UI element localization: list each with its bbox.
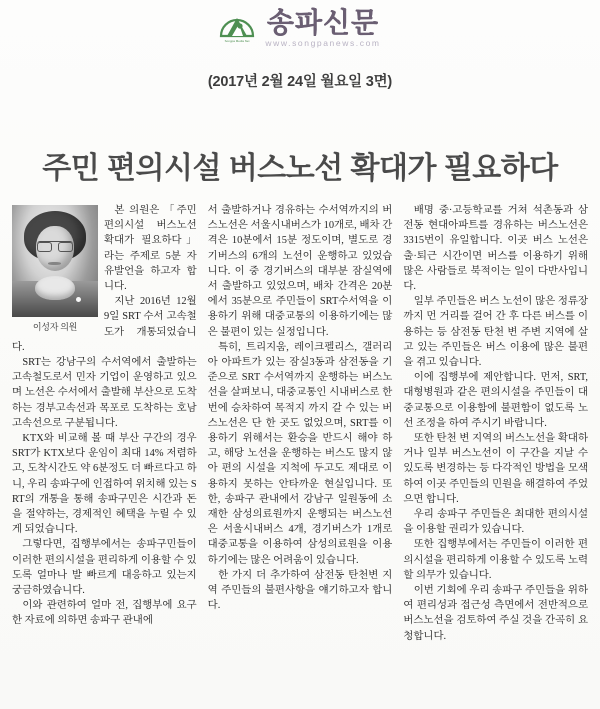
headline: 주민 편의시설 버스노선 확대가 필요하다: [42, 152, 558, 185]
paragraph: 일부 주민들은 버스 노선이 많은 정류장까지 먼 거리를 걸어 간 후 다른 버스를 이용하는 등 삼전동 탄천 변 주변 지역에 살고 있는 주민들은 버스 이용에 많은 불편을 겪고 있습니다.: [403, 296, 589, 369]
masthead-url: www.songpanews.com: [265, 37, 381, 48]
photo-caption: 이성자 의원: [32, 322, 78, 332]
paragraph: 그렇다면, 집행부에서는 송파구민들이 이러한 편의시설을 편리하게 이용할 수 있도록 얼마나 발 빠르게 대응하고 있는지 궁금하였습니다.: [12, 539, 197, 597]
dateline: (2017년 2월 24일 월요일 3면): [207, 74, 393, 90]
portrait-photo: [12, 205, 98, 317]
article-column-3: [403, 203, 588, 703]
paragraph: 서 출발하거나 경유하는 수서역까지의 버스노선은 서울시내버스가 10개로, 배차 간격은 10분에서 15분 정도이며, 별도로 경기버스의 6개의 노선이 운행하고 있었습니다. 이 중 경기버스의 대부분 잠실역에서 출발하고 있었으며, 배차 간격은 20분에서 35분으로 주민들이 SRT수서역을 이용하기 위해 대중교통의 이용하기에는 많은 불편이 있는 실정입니다.: [207, 205, 393, 338]
svg-text:Songpa Media Net: Songpa Media Net: [224, 39, 250, 43]
songpa-mountain-logo-icon: [219, 12, 255, 44]
paragraph: 또한 집행부에서는 주민들이 이러한 편의시설을 편리하게 이용할 수 있도록 노력할 의무가 있습니다.: [403, 539, 589, 581]
paragraph: 특히, 트리지움, 레이크펠리스, 갤러리아 아파트가 있는 잠실3동과 삼전동을 기준으로 SRT 수서역까지 운행하는 버스노선을 살펴보니, 대중교통인 시내버스로 한 번에 승차하여 목적지 까지 갈 수 있는 버스노선은 단 한 곳도 없었으며, SRT를 이용하기 위해서는 환승을 반드시 해야 하고, 해당 노선을 운행하는 버스도 많지 않아 편의 시설을 지척에 두고도 제대로 이용하지 못하는 안타까운 현실입니다. 또한, 송파구 관내에서 강남구 일원동에 소재한 삼성의료원까지 운행되는 버스노선은 서울시내버스 4개, 경기버스가 1개로 대중교통을 이용하여 삼성의료원을 이용하기에는 많은 어려움이 있습니다.: [207, 341, 393, 566]
paragraph: 이번 기회에 우리 송파구 주민들을 위하여 편리성과 접근성 측면에서 전반적으로 버스노선을 검토하여 주실 것을 간곡히 요청합니다.: [403, 585, 589, 642]
masthead-text: [265, 6, 381, 48]
masthead: [0, 0, 600, 52]
paragraph: 또한 탄천 변 지역의 버스노선을 확대하거나 일부 버스노선이 이 구간을 지날 수 있도록 변경하는 등 다각적인 방법을 모색하여 이곳 주민들의 민원을 해결하여 주었으면 합니다.: [403, 433, 589, 505]
photo-block: [12, 205, 98, 335]
paragraph: KTX와 비교해 볼 때 부산 구간의 경우 SRT가 KTX보다 운임이 최대 14% 저렴하고, 도착시간도 약 6분정도 더 빠르다고 하니, 우리 송파구에 인접하여 위치해 있는 SRT의 개통을 통해 송파구민은 시간과 돈을 절약하는, 경제적인 혜택을 누릴 수 있게 되었습니다.: [12, 433, 197, 536]
paragraph: 우리 송파구 주민들은 최대한 편의시설을 이용할 권리가 있습니다.: [403, 509, 589, 536]
article-column-2: [208, 203, 393, 703]
paragraph: 이와 관련하여 얼마 전, 집행부에 요구한 자료에 의하면 송파구 관내에: [12, 600, 197, 627]
paragraph: 이에 집행부에 제안합니다. 먼저, SRT, 대형병원과 같은 편의시설을 주민들이 대중교통으로 이용함에 불편함이 없도록 노선 조정을 하여 주시기 바랍니다.: [403, 372, 589, 429]
paragraph: SRT는 강남구의 수서역에서 출발하는 고속철도로서 민자 기업이 운영하고 있으며 노선은 수서에서 출발해 부산으로 도착하는 경부고속선과 목포로 도착하는 호남 고속선으로 구분됩니다.: [12, 357, 197, 429]
article-column-1: [12, 203, 197, 703]
paragraph: 배명 중·고등학교를 거쳐 석촌동과 삼전동 현대아파트를 경유하는 버스노선은 3315번이 유일합니다. 이곳 버스 노선은 출·퇴근 시간이면 버스를 이용하기 위해 많은 사람들로 북적이는 일이 다반사입니다.: [403, 205, 589, 293]
paragraph: 지난 2016년 12월 9일 SRT 수서 고속철도가 개통되었습니다.: [12, 296, 197, 353]
masthead-title: 송파신문: [266, 6, 380, 38]
paragraph: 본 의원은 「주민 편의시설 버스노선 확대가 필요하다」라는 주제로 5분 자유발언을 하고자 합니다.: [104, 205, 197, 293]
article-body: [12, 203, 588, 703]
paragraph: 한 가지 더 추가하여 삼전동 탄천변 지역 주민들의 불편사항을 얘기하고자 합니다.: [207, 569, 393, 612]
